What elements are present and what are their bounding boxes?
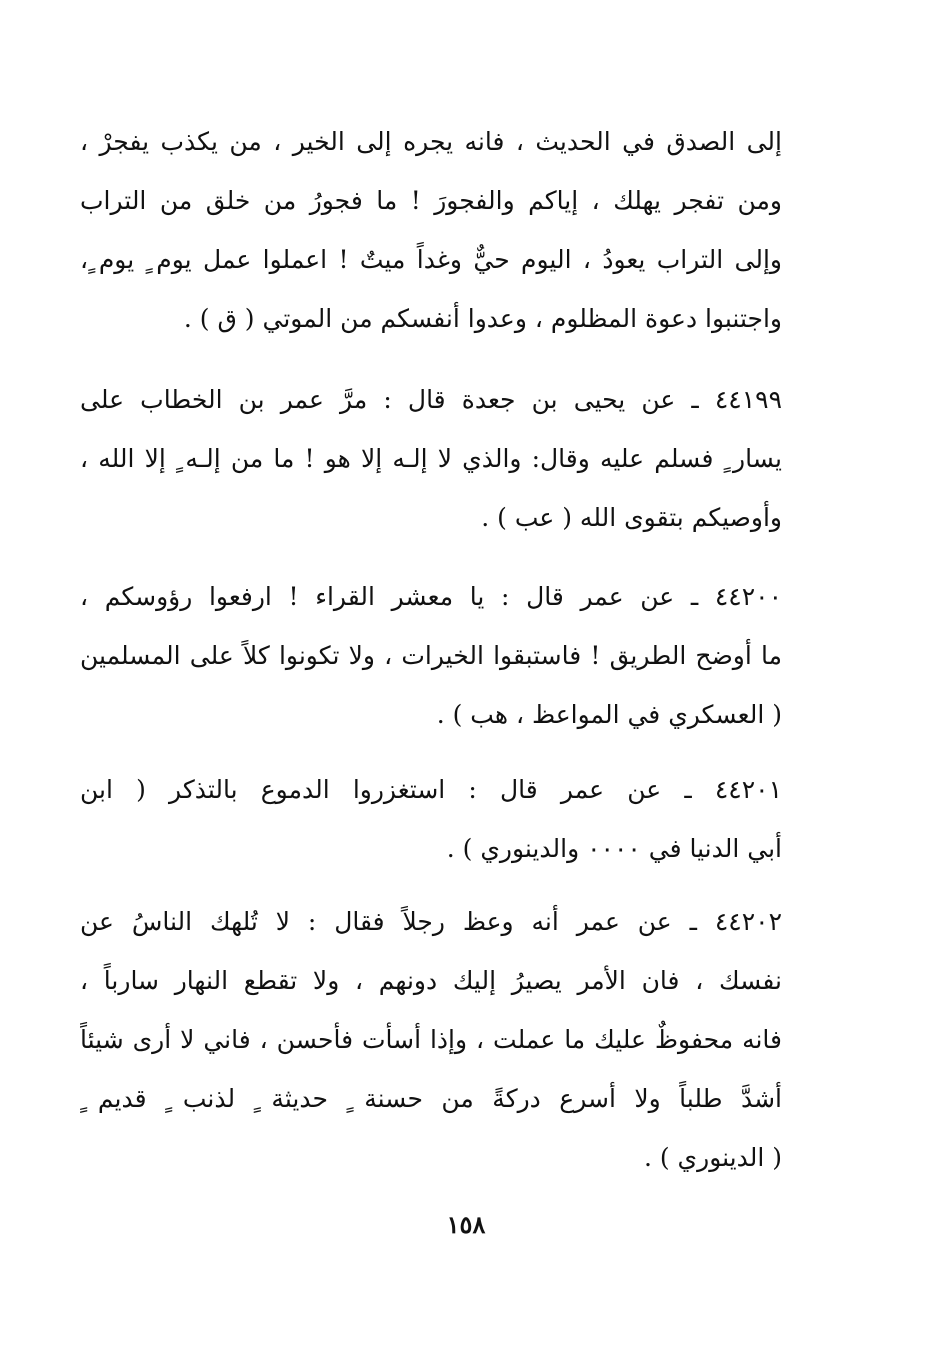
text-line: واجتنبوا دعوة المظلوم ، وعدوا أنفسكم من الموتي ( ق ) . bbox=[183, 304, 782, 333]
paragraph-44201 bbox=[80, 760, 782, 878]
text-line: ومن تفجر يهلك ، إياكم والفجورَ ! ما فجورُ من خلق من التراب bbox=[80, 186, 782, 215]
text-line: ٤٤٢٠٢ ـ عن عمر أنه وعظ رجلاً فقال : لا تُلهك الناسُ عن bbox=[80, 907, 782, 936]
text-line: ٤٤٢٠٠ ـ عن عمر قال : يا معشر القراء ! ارفعوا رؤوسكم ، bbox=[80, 582, 782, 611]
text-line: ٤٤١٩٩ ـ عن يحيى بن جعدة قال : مرَّ عمر بن الخطاب على bbox=[80, 385, 782, 414]
text-line: ( الدينوري ) . bbox=[643, 1143, 782, 1172]
text-line: نفسك ، فان الأمر يصيرُ إليك دونهم ، ولا تقطع النهار سارباً ، bbox=[80, 966, 782, 995]
paragraph-44199 bbox=[80, 370, 782, 547]
text-line: إلى الصدق في الحديث ، فانه يجره إلى الخير ، من يكذب يفجرْ ، bbox=[80, 127, 782, 156]
text-line: ( العسكري في المواعظ ، هب ) . bbox=[436, 700, 782, 729]
text-line: وإلى التراب يعودُ ، اليوم حيٌّ وغداً ميتٌ ! اعملوا عمل يوم ٍ يوم ٍ، bbox=[80, 245, 782, 274]
text-line: يسار ٍ فسلم عليه وقال: والذي لا إلـه إلا هو ! ما من إلـه ٍ إلا الله ، bbox=[80, 444, 782, 473]
page-number: ١٥٨ bbox=[446, 1210, 486, 1239]
paragraph-1 bbox=[80, 112, 782, 348]
text-line: فانه محفوظٌ عليك ما عملت ، وإذا أسأت فأحسن ، فاني لا أرى شيئاً bbox=[80, 1025, 782, 1054]
paragraph-44200 bbox=[80, 567, 782, 744]
text-line: ٤٤٢٠١ ـ عن عمر قال : استغزروا الدموع بالتذكر ( ابن bbox=[80, 775, 782, 804]
text-line: ما أوضح الطريق ! فاستبقوا الخيرات ، ولا تكونوا كلاً على المسلمين bbox=[80, 641, 782, 670]
text-line: أبي الدنيا في ٠٠٠٠ والدينوري ) . bbox=[446, 834, 782, 863]
text-line: أشدَّ طلباً ولا أسرع دركةً من حسنة ٍ حديثة ٍ لذنب ٍ قديم ٍ bbox=[80, 1084, 782, 1113]
text-line: وأوصيكم بتقوى الله ( عب ) . bbox=[481, 503, 782, 532]
paragraph-44202 bbox=[80, 892, 782, 1187]
